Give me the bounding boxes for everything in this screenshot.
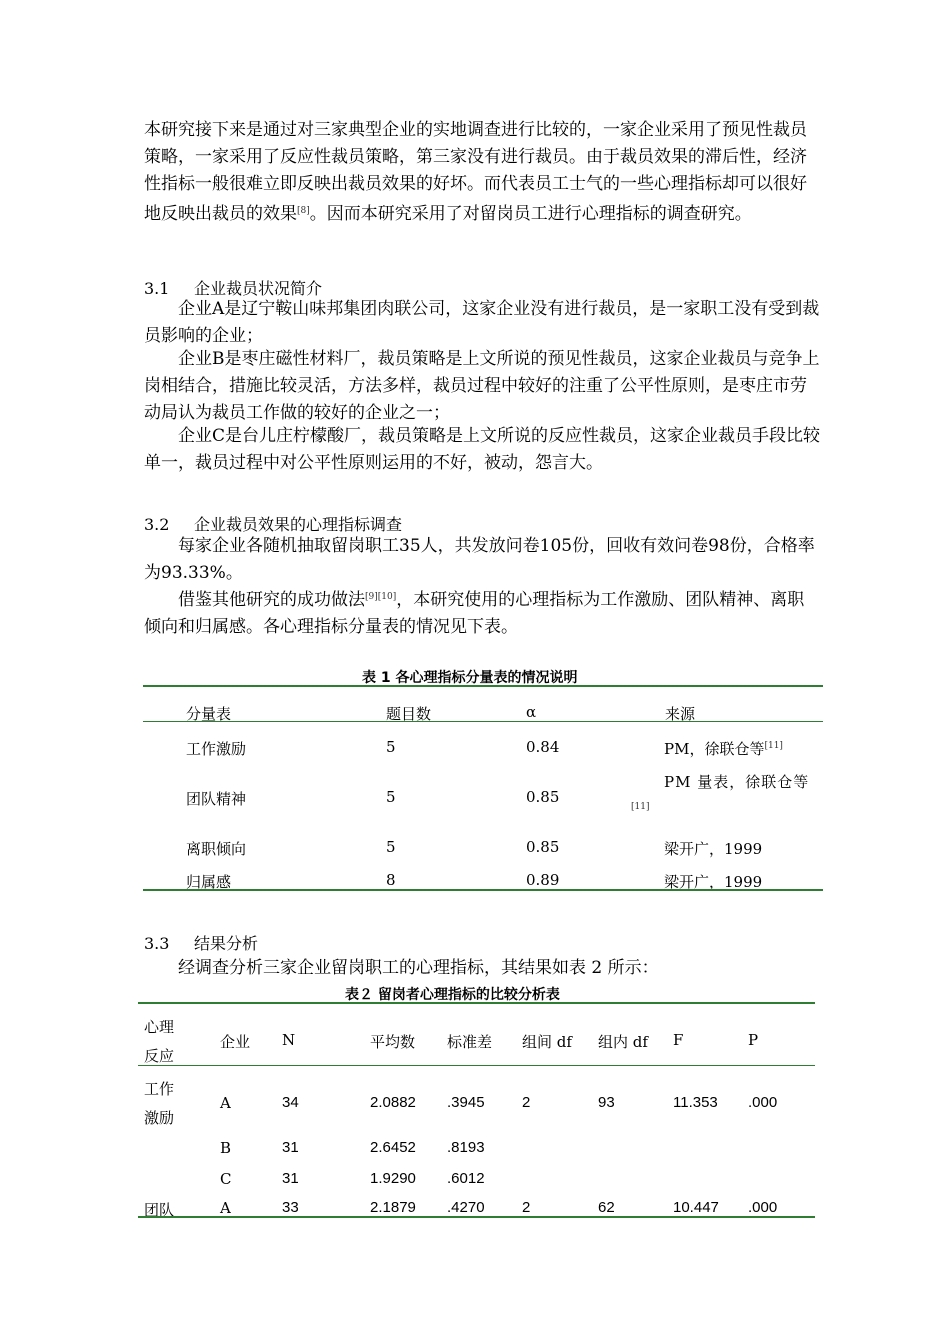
intro-text: 本研究接下来是通过对三家典型企业的实地调查进行比较的，一家企业采用了预见性裁员策略，一家采用了反应性裁员策略，第三家没有进行裁员。由于裁员效果的滞后性，经济性指标一般很难立即反映出裁员效果的好坏。而代表员工士气的一些心理指标却可以很好地反映出裁员的效果 xyxy=(144,120,807,224)
table1-row-citation: [11] xyxy=(631,802,650,812)
table2-row-sd: .3945 xyxy=(447,1094,485,1111)
table2-bottom-rule xyxy=(138,1216,815,1218)
table2-row-n: 31 xyxy=(282,1170,299,1187)
table2-row-firm: B xyxy=(220,1139,232,1157)
table1-row-source xyxy=(664,738,783,759)
source-text: PM，徐联仓等 xyxy=(664,740,765,758)
table2-row-f: 10.447 xyxy=(673,1199,719,1216)
table1-caption: 表 1 各心理指标分量表的情况说明 xyxy=(362,670,578,686)
table1-header-items: 题目数 xyxy=(386,705,432,723)
s31-paragraph-c: 企业C是台儿庄柠檬酸厂，裁员策略是上文所说的反应性裁员，这家企业裁员手段比较单一，裁员过程中对公平性原则运用的不好，被动，怨言大。 xyxy=(144,426,821,473)
section-3-2-heading xyxy=(144,512,402,535)
table2-row-df-between: 2 xyxy=(522,1094,531,1111)
table2-row-df-between: 2 xyxy=(522,1199,531,1216)
table2-row-df-within: 62 xyxy=(598,1199,615,1216)
source-citation: [11] xyxy=(764,741,783,751)
table1-header-alpha: α xyxy=(526,703,537,721)
table2-header-firm: 企业 xyxy=(220,1033,251,1051)
table1-row-items: 5 xyxy=(386,838,396,856)
table2-row-firm: C xyxy=(220,1170,232,1188)
section-number: 3.2 xyxy=(144,515,170,534)
table1-row-items: 8 xyxy=(386,871,396,889)
s32-text-tail: ，本研究使用的心理指标为工作激励、团队精神、离职倾向和归属感。各心理指标分量表的情况见下表。 xyxy=(144,590,805,637)
table2-header-df-between: 组间 df xyxy=(522,1033,572,1051)
table2-row-df-within: 93 xyxy=(598,1094,615,1111)
table2-header-reaction-1: 心理 xyxy=(144,1018,175,1036)
table2-row-n: 34 xyxy=(282,1094,299,1111)
table2-header-mean: 平均数 xyxy=(370,1033,416,1051)
table1-row-items: 5 xyxy=(386,738,396,756)
section-title: 结果分析 xyxy=(194,934,259,953)
table1-row-name: 工作激励 xyxy=(186,740,247,758)
table2-header-sd: 标准差 xyxy=(447,1033,493,1051)
table1-row-items: 5 xyxy=(386,788,396,806)
intro-paragraph xyxy=(144,117,820,228)
section-title: 企业裁员效果的心理指标调查 xyxy=(194,515,403,534)
table2-row-sd: .8193 xyxy=(447,1139,485,1156)
table2-row-mean: 2.1879 xyxy=(370,1199,416,1216)
table2-row-p: .000 xyxy=(748,1199,778,1216)
table2-row-f: 11.353 xyxy=(673,1094,718,1111)
section-3-3-heading xyxy=(144,931,258,954)
table2-row-sd: .4270 xyxy=(447,1199,485,1216)
s31-paragraph-a: 企业A是辽宁鞍山味邦集团肉联公司，这家企业没有进行裁员，是一家职工没有受到裁员影响的企业； xyxy=(144,299,820,346)
table1-top-rule xyxy=(143,685,823,687)
section-title: 企业裁员状况简介 xyxy=(194,279,323,298)
s32-citation: [9][10] xyxy=(365,592,397,602)
table2-row-n: 33 xyxy=(282,1199,299,1216)
table2-header-f: F xyxy=(673,1031,684,1049)
s33-paragraph: 经调查分析三家企业留岗职工的心理指标，其结果如表 2 所示： xyxy=(178,958,659,978)
s31-paragraph-b: 企业B是枣庄磁性材料厂，裁员策略是上文所说的预见性裁员，这家企业裁员与竞争上岗相结合，措施比较灵活，方法多样，裁员过程中较好的注重了公平性原则，是枣庄市劳动局认为裁员工作做的较好的企业之一； xyxy=(144,349,820,423)
table1-row-alpha: 0.89 xyxy=(526,871,560,889)
table2-row-reaction-1: 团队 xyxy=(144,1201,175,1219)
table1-row-source: 梁开广，1999 xyxy=(664,873,763,891)
intro-tail: 。因而本研究采用了对留岗员工进行心理指标的调查研究。 xyxy=(309,204,752,224)
table2-row-mean: 1.9290 xyxy=(370,1170,416,1187)
table2-row-sd: .6012 xyxy=(447,1170,485,1187)
table1-header-source: 来源 xyxy=(665,705,696,723)
table1-row-name: 归属感 xyxy=(186,873,232,891)
table1-row-source: PM 量表，徐联仓等 xyxy=(664,773,810,791)
table1-row-source: 梁开广，1999 xyxy=(664,840,763,858)
table1-row-name: 离职倾向 xyxy=(186,840,247,858)
table1-row-alpha: 0.85 xyxy=(526,838,560,856)
table2-row-reaction-2: 激励 xyxy=(144,1109,175,1127)
table2-caption: 表２ 留岗者心理指标的比较分析表 xyxy=(345,987,560,1003)
table2-row-reaction-1: 工作 xyxy=(144,1080,175,1098)
table1-header-rule xyxy=(143,721,823,722)
table2-row-n: 31 xyxy=(282,1139,299,1156)
s32-paragraph-b xyxy=(144,584,820,641)
table1-header-scale: 分量表 xyxy=(186,705,232,723)
table1-row-alpha: 0.84 xyxy=(526,738,560,756)
table1-row-alpha: 0.85 xyxy=(526,788,560,806)
s32-paragraph-a: 每家企业各随机抽取留岗职工35人，共发放问卷105份，回收有效问卷98份，合格率为93.33%。 xyxy=(144,536,815,583)
table2-header-df-within: 组内 df xyxy=(598,1033,648,1051)
table2-header-reaction-2: 反应 xyxy=(144,1047,175,1065)
section-number: 3.1 xyxy=(144,279,170,298)
table2-row-p: .000 xyxy=(748,1094,778,1111)
table2-header-rule xyxy=(138,1065,815,1066)
table2-header-p: P xyxy=(748,1031,759,1049)
intro-citation: [8] xyxy=(297,206,310,216)
table2-header-n: N xyxy=(282,1031,296,1049)
table2-row-firm: A xyxy=(220,1199,231,1217)
section-number: 3.3 xyxy=(144,934,170,953)
s32-text-head: 借鉴其他研究的成功做法 xyxy=(178,590,365,610)
table1-row-name: 团队精神 xyxy=(186,790,247,808)
table1-bottom-rule xyxy=(143,889,823,891)
table2-row-mean: 2.6452 xyxy=(370,1139,416,1156)
table2-top-rule xyxy=(138,1002,815,1004)
table2-row-mean: 2.0882 xyxy=(370,1094,416,1111)
table2-row-firm: A xyxy=(220,1094,231,1112)
